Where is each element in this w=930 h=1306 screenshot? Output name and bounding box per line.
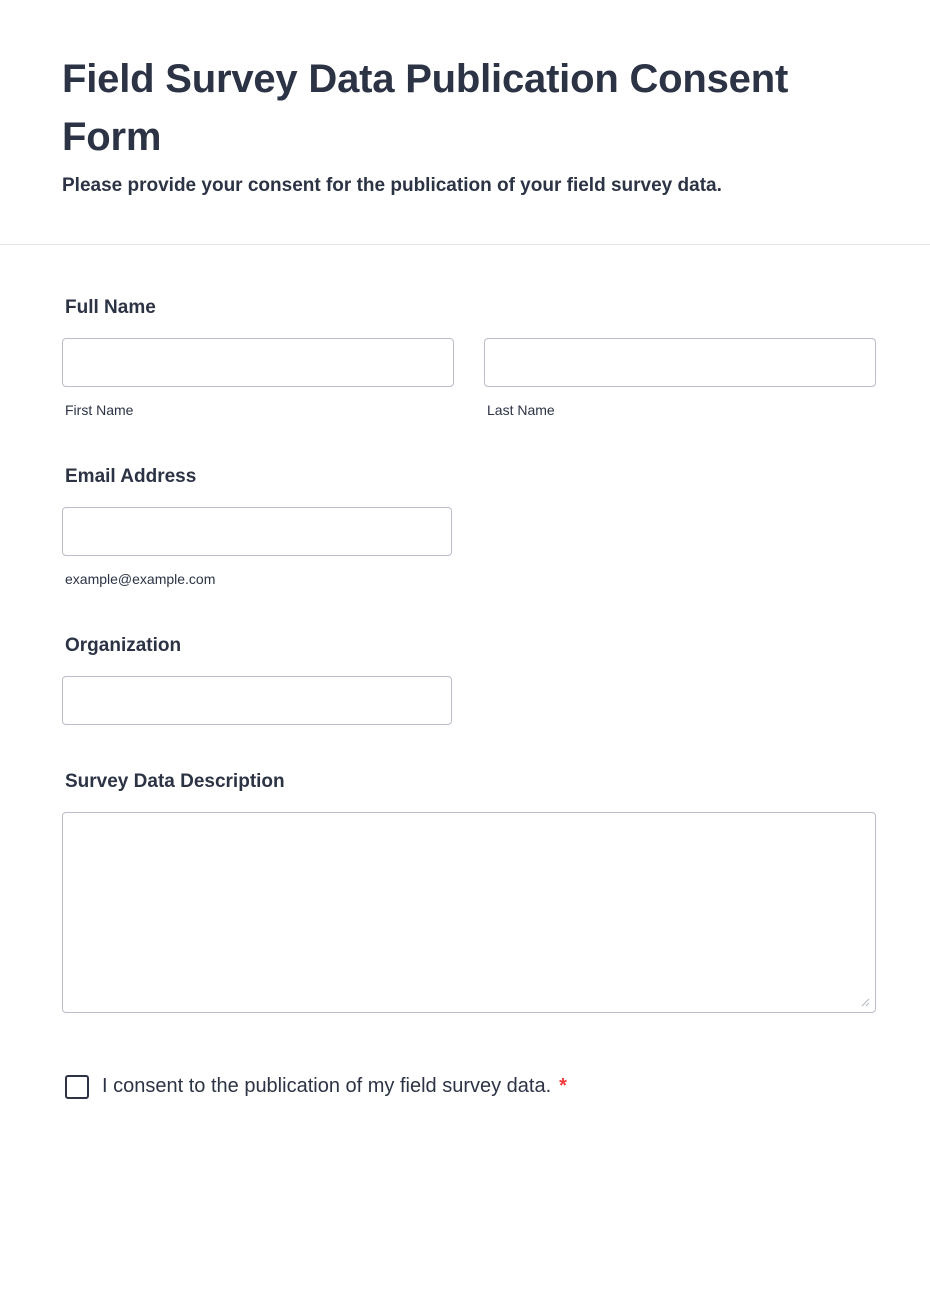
consent-checkbox[interactable] <box>65 1075 89 1099</box>
first-name-sublabel: First Name <box>65 402 134 418</box>
first-name-input[interactable] <box>62 338 454 387</box>
consent-label-row[interactable] <box>102 1074 567 1098</box>
form-subtitle: Please provide your consent for the publication of your field survey data. <box>62 175 722 196</box>
email-input[interactable] <box>62 507 452 556</box>
organization-input[interactable] <box>62 676 452 725</box>
description-label: Survey Data Description <box>65 771 285 792</box>
resize-handle-icon[interactable] <box>860 997 870 1007</box>
form-title: Field Survey Data Publication Consent Form <box>62 57 789 159</box>
last-name-input[interactable] <box>484 338 876 387</box>
description-textarea[interactable] <box>62 812 876 1013</box>
consent-label: I consent to the publication of my field survey data. <box>102 1075 552 1097</box>
organization-label: Organization <box>65 635 182 656</box>
form-header <box>62 50 862 198</box>
email-sublabel: example@example.com <box>65 571 216 587</box>
header-divider <box>0 244 930 245</box>
full-name-label: Full Name <box>65 297 156 318</box>
required-asterisk: * <box>559 1075 567 1097</box>
last-name-sublabel: Last Name <box>487 402 555 418</box>
email-label: Email Address <box>65 466 197 487</box>
